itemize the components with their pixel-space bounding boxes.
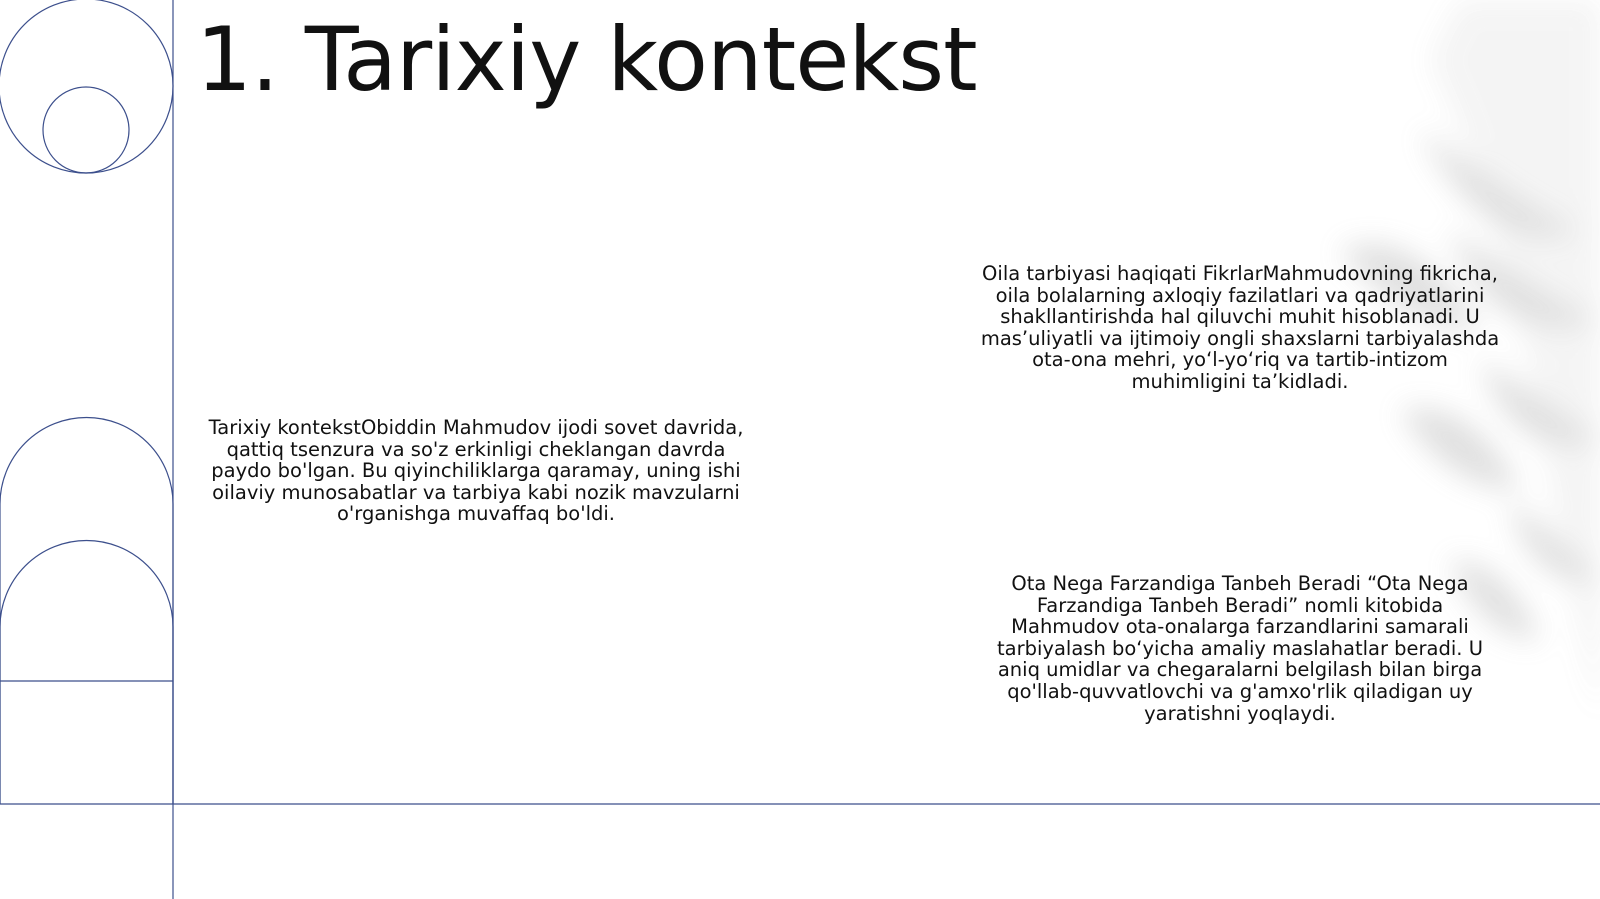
- plant-leaf-shadow-image: [1280, 0, 1600, 899]
- family-upbringing-text: Oila tarbiyasi haqiqati FikrlarMahmudovning fikricha, oila bolalarning axloqiy fazilatlari va qadriyatlarini shakllantirishda hal qiluvchi muhit hisoblanadi. U mas’uliyatli va ijtimoiy ongli shaxslarni tarbiyalashda ota-ona mehri, yo‘l-yo‘riq va tartib-intizom muhimligini ta’kidladi.: [980, 262, 1500, 393]
- small-circle-shape: [43, 87, 129, 173]
- small-arch-shape: [0, 541, 173, 805]
- historical-context-text: Tarixiy kontekstObiddin Mahmudov ijodi sovet davrida, qattiq tsenzura va so'z erkinligi cheklangan davrda paydo bo'lgan. Bu qiyinchiliklarga qaramay, uning ishi oilaviy munosabatlar va tarbiya kabi nozik mavzularni o'rganishga muvaffaq bo'ldi.: [208, 416, 744, 526]
- book-summary-text: Ota Nega Farzandiga Tanbeh Beradi “Ota Nega Farzandiga Tanbeh Beradi” nomli kitobida Mahmudov ota-onalarga farzandlarini samarali tarbiyalash bo‘yicha amaliy maslahatlar beradi. U aniq umidlar va chegaralarni belgilash bilan birga qo'llab-quvvatlovchi va g'amxo'rlik qiladigan uy yaratishni yoqlaydi.: [997, 572, 1483, 725]
- large-arch-shape: [0, 418, 173, 805]
- slide-title: 1. Tarixiy kontekst: [196, 8, 977, 111]
